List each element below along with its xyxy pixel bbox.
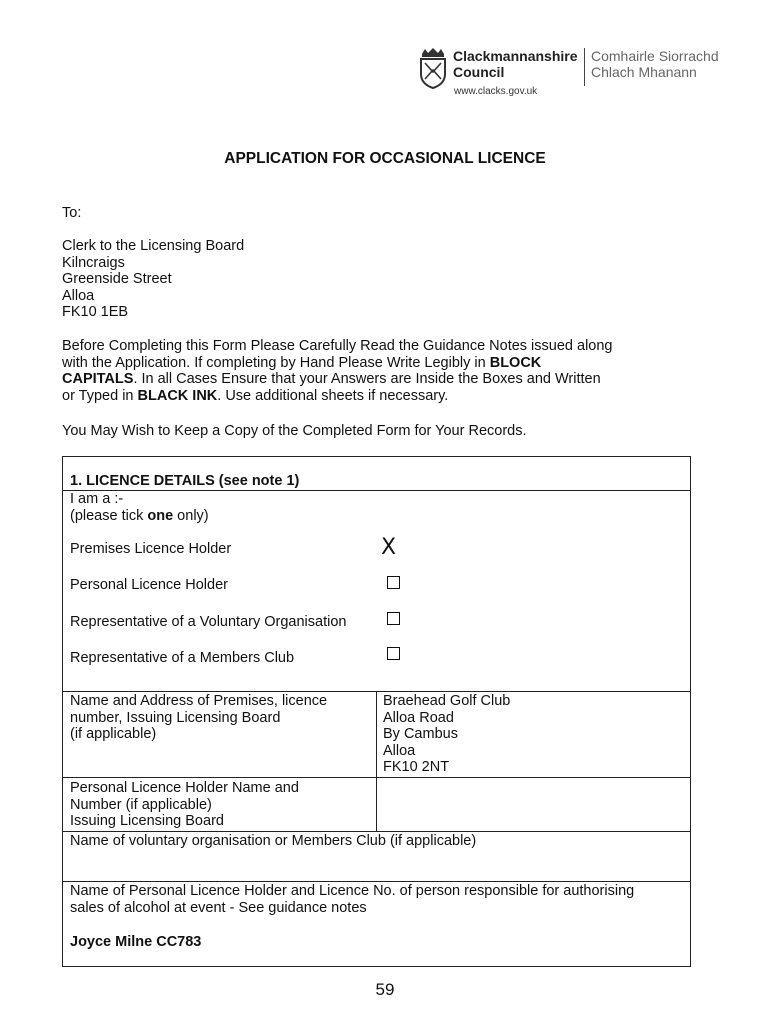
divider [63, 831, 690, 832]
council-name-gaelic [591, 48, 719, 80]
page-number: 59 [375, 980, 395, 999]
section-heading: 1. LICENCE DETAILS (see note 1) [70, 473, 300, 489]
council-name-en-line2: Council [453, 64, 505, 80]
option-label-personal-holder: Personal Licence Holder [70, 577, 228, 593]
instructions-line: CAPITALS. In all Cases Ensure that your Answers are Inside the Boxes and Written [62, 371, 601, 387]
licence-details-form [62, 456, 691, 967]
responsible-person-value[interactable]: Joyce Milne CC783 [70, 934, 202, 950]
divider [63, 777, 690, 778]
address-line: Alloa [62, 287, 95, 304]
responsible-person-label: Name of Personal Licence Holder and Licence No. of person responsible for authorising sales of alcohol at event - See guidance notes [70, 883, 635, 916]
logo-divider [584, 48, 585, 86]
personal-holder-value[interactable] [383, 780, 683, 828]
council-logo [418, 44, 718, 104]
council-name-gd-line1: Comhairle Siorrachd [591, 48, 719, 64]
checkbox-members-club[interactable] [387, 647, 400, 660]
divider [63, 490, 690, 491]
i-am-a-label: I am a :- [70, 491, 124, 507]
council-name-en [453, 48, 578, 80]
divider [63, 881, 690, 882]
instructions-line: Before Completing this Form Please Carefully Read the Guidance Notes issued along [62, 338, 613, 354]
address-line: FK10 1EB [62, 304, 129, 320]
council-crest-icon [418, 46, 448, 90]
voluntary-org-label: Name of voluntary organisation or Members Club (if applicable) [70, 833, 477, 849]
instructions-paragraph [62, 338, 662, 404]
option-label-voluntary-org: Representative of a Voluntary Organisation [70, 614, 347, 630]
address-line: Kilncraigs [62, 254, 125, 271]
records-note: You May Wish to Keep a Copy of the Completed Form for Your Records. [62, 423, 527, 439]
recipient-address [62, 238, 662, 321]
premises-label: Name and Address of Premises, licence number, Issuing Licensing Board (if applicable) [70, 693, 328, 742]
instructions-line: with the Application. If completing by Hand Please Write Legibly in BLOCK [62, 354, 542, 371]
premises-value[interactable]: Braehead Golf Club Alloa Road By Cambus Alloa FK10 2NT [383, 693, 511, 775]
address-line: Greenside Street [62, 271, 172, 287]
instructions-line: or Typed in BLACK INK. Use additional sheets if necessary. [62, 387, 449, 404]
personal-holder-label: Personal Licence Holder Name and Number (if applicable) Issuing Licensing Board [70, 780, 299, 829]
option-label-members-club: Representative of a Members Club [70, 650, 295, 666]
address-line: Clerk to the Licensing Board [62, 238, 245, 254]
checkbox-personal-holder[interactable] [387, 576, 400, 589]
checked-mark-premises-holder[interactable]: X [381, 535, 397, 560]
council-name-en-line1: Clackmannanshire [453, 48, 578, 64]
page-title: APPLICATION FOR OCCASIONAL LICENCE [224, 150, 546, 167]
column-divider [376, 691, 377, 831]
checkbox-voluntary-org[interactable] [387, 612, 400, 625]
to-label: To: [62, 205, 82, 221]
council-website: www.clacks.gov.uk [454, 86, 538, 97]
tick-instruction: (please tick one only) [70, 508, 209, 524]
council-name-gd-line2: Chlach Mhanann [591, 64, 697, 80]
option-label-premises-holder: Premises Licence Holder [70, 541, 232, 557]
